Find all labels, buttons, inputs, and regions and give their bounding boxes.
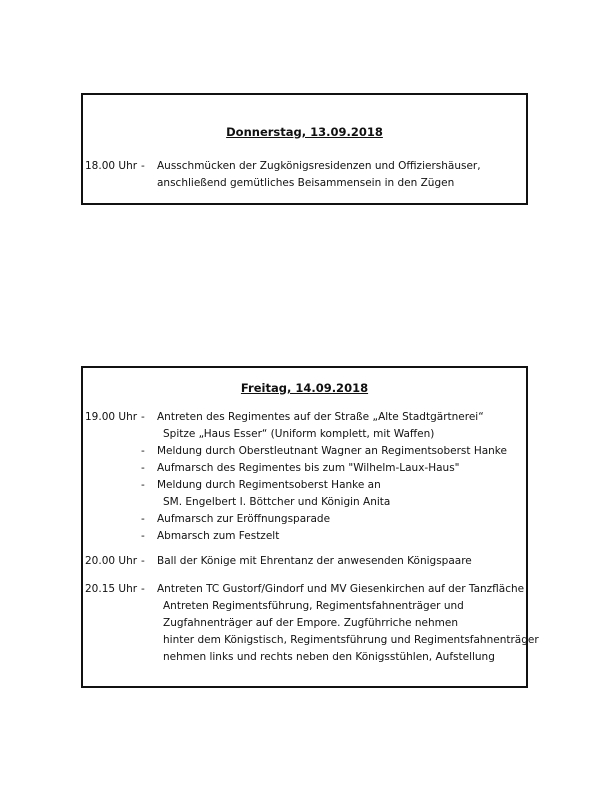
schedule-line: nehmen links und rechts neben den Königsstühlen, Aufstellung [163, 651, 495, 663]
time-label: 20.00 Uhr [85, 555, 138, 567]
dash: - [141, 160, 145, 172]
time-label: 19.00 Uhr [85, 411, 138, 423]
schedule-line: Meldung durch Oberstleutnant Wagner an Regimentsoberst Hanke [157, 445, 507, 457]
schedule-line: Zugfahnenträger auf der Empore. Zugführriche nehmen [163, 617, 459, 629]
schedule-line: anschließend gemütliches Beisammensein in den Zügen [157, 177, 455, 189]
dash: - [141, 445, 145, 457]
schedule-box-donnerstag [81, 93, 528, 205]
schedule-line: Meldung durch Regimentsoberst Hanke an [157, 479, 381, 491]
schedule-line: Spitze „Haus Esser“ (Uniform komplett, mit Waffen) [163, 428, 435, 440]
schedule-box-freitag [81, 366, 539, 688]
dash: - [141, 479, 145, 491]
schedule-line: Ball der Könige mit Ehrentanz der anwesenden Königspaare [157, 555, 472, 567]
schedule-line: Aufmarsch des Regimentes bis zum "Wilhelm-Laux-Haus" [157, 462, 460, 474]
dash: - [141, 411, 145, 423]
schedule-line: Aufmarsch zur Eröffnungsparade [157, 513, 331, 525]
schedule-line: SM. Engelbert I. Böttcher und Königin Anita [163, 496, 391, 508]
schedule-line: Antreten Regimentsführung, Regimentsfahnenträger und [163, 600, 464, 612]
dash: - [141, 513, 145, 525]
time-label: 18.00 Uhr [85, 160, 138, 172]
dash: - [141, 462, 145, 474]
day-title: Freitag, 14.09.2018 [240, 381, 369, 395]
day-title: Donnerstag, 13.09.2018 [226, 125, 383, 139]
schedule-line: Abmarsch zum Festzelt [157, 530, 280, 542]
schedule-line: Antreten des Regimentes auf der Straße „Alte Stadtgärtnerei“ [157, 411, 484, 423]
schedule-line: Ausschmücken der Zugkönigsresidenzen und Offiziershäuser, [157, 160, 481, 172]
dash: - [141, 583, 145, 595]
schedule-line: Antreten TC Gustorf/Gindorf und MV Giesenkirchen auf der Tanzfläche [157, 583, 525, 595]
dash: - [141, 555, 145, 567]
schedule-line: hinter dem Königstisch, Regimentsführung und Regimentsfahnenträger [163, 634, 539, 646]
time-label: 20.15 Uhr [85, 583, 138, 595]
dash: - [141, 530, 145, 542]
